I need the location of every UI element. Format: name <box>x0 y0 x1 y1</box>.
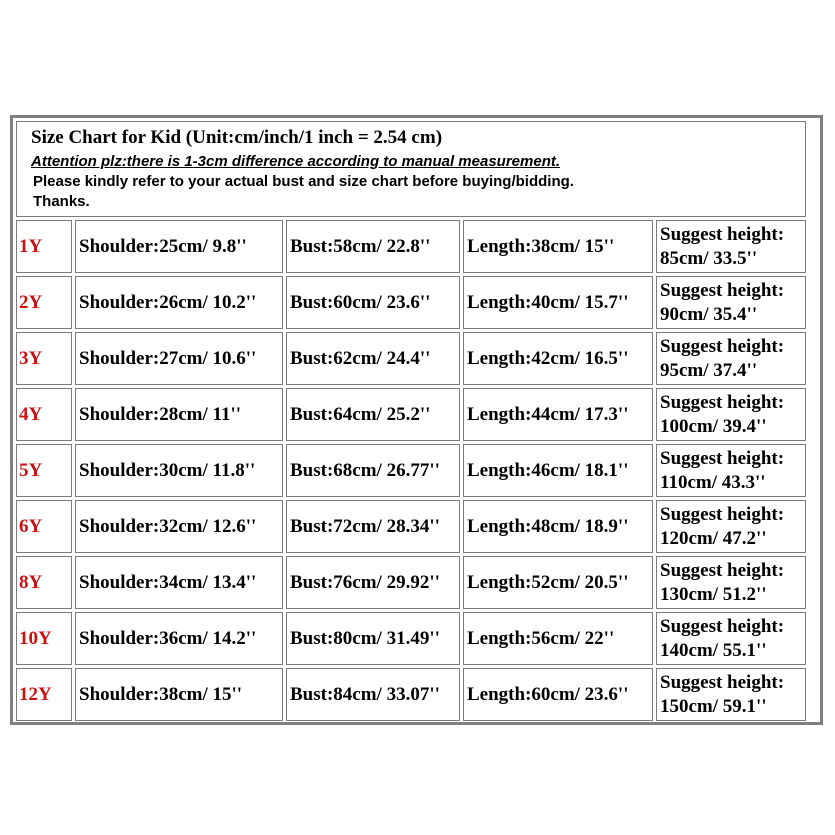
size-label: 4Y <box>16 388 72 441</box>
bust-cell: Bust:62cm/ 24.4'' <box>286 332 460 385</box>
shoulder-cell: Shoulder:36cm/ 14.2'' <box>75 612 283 665</box>
suggest-height-cell <box>656 220 806 273</box>
suggest-height-value: 100cm/ 39.4'' <box>660 416 767 437</box>
length-cell: Length:44cm/ 17.3'' <box>463 388 653 441</box>
suggest-height-value: 150cm/ 59.1'' <box>660 696 767 717</box>
size-label: 3Y <box>16 332 72 385</box>
shoulder-cell: Shoulder:26cm/ 10.2'' <box>75 276 283 329</box>
size-chart <box>10 115 823 725</box>
suggest-height-value: 90cm/ 35.4'' <box>660 304 758 325</box>
length-cell: Length:56cm/ 22'' <box>463 612 653 665</box>
size-label: 1Y <box>16 220 72 273</box>
suggest-height-label: Suggest height: <box>660 672 785 693</box>
suggest-height-label: Suggest height: <box>660 336 785 357</box>
bust-cell: Bust:76cm/ 29.92'' <box>286 556 460 609</box>
suggest-height-cell <box>656 668 806 721</box>
suggest-height-cell <box>656 612 806 665</box>
size-label: 5Y <box>16 444 72 497</box>
suggest-height-label: Suggest height: <box>660 224 785 245</box>
length-cell: Length:46cm/ 18.1'' <box>463 444 653 497</box>
bust-cell: Bust:58cm/ 22.8'' <box>286 220 460 273</box>
size-label: 2Y <box>16 276 72 329</box>
suggest-height-cell <box>656 276 806 329</box>
suggest-height-cell <box>656 332 806 385</box>
thanks-note: Thanks. <box>33 193 90 210</box>
suggest-height-label: Suggest height: <box>660 392 785 413</box>
bust-cell: Bust:84cm/ 33.07'' <box>286 668 460 721</box>
suggest-height-value: 95cm/ 37.4'' <box>660 360 758 381</box>
suggest-height-cell <box>656 556 806 609</box>
bust-cell: Bust:72cm/ 28.34'' <box>286 500 460 553</box>
shoulder-cell: Shoulder:32cm/ 12.6'' <box>75 500 283 553</box>
chart-title: Size Chart for Kid (Unit:cm/inch/1 inch = 2.54 cm) <box>31 127 443 148</box>
length-cell: Length:42cm/ 16.5'' <box>463 332 653 385</box>
bust-cell: Bust:68cm/ 26.77'' <box>286 444 460 497</box>
size-label: 6Y <box>16 500 72 553</box>
size-label: 12Y <box>16 668 72 721</box>
suggest-height-value: 130cm/ 51.2'' <box>660 584 767 605</box>
instruction-note: Please kindly refer to your actual bust and size chart before buying/bidding. <box>33 173 574 190</box>
attention-note: Attention plz:there is 1-3cm difference according to manual measurement. <box>31 153 561 170</box>
suggest-height-label: Suggest height: <box>660 560 785 581</box>
bust-cell: Bust:60cm/ 23.6'' <box>286 276 460 329</box>
length-cell: Length:40cm/ 15.7'' <box>463 276 653 329</box>
shoulder-cell: Shoulder:27cm/ 10.6'' <box>75 332 283 385</box>
bust-cell: Bust:80cm/ 31.49'' <box>286 612 460 665</box>
length-cell: Length:38cm/ 15'' <box>463 220 653 273</box>
suggest-height-value: 120cm/ 47.2'' <box>660 528 767 549</box>
shoulder-cell: Shoulder:30cm/ 11.8'' <box>75 444 283 497</box>
suggest-height-cell <box>656 388 806 441</box>
suggest-height-value: 85cm/ 33.5'' <box>660 248 758 269</box>
suggest-height-cell <box>656 500 806 553</box>
shoulder-cell: Shoulder:28cm/ 11'' <box>75 388 283 441</box>
length-cell: Length:52cm/ 20.5'' <box>463 556 653 609</box>
shoulder-cell: Shoulder:25cm/ 9.8'' <box>75 220 283 273</box>
length-cell: Length:60cm/ 23.6'' <box>463 668 653 721</box>
shoulder-cell: Shoulder:34cm/ 13.4'' <box>75 556 283 609</box>
suggest-height-label: Suggest height: <box>660 504 785 525</box>
suggest-height-label: Suggest height: <box>660 448 785 469</box>
suggest-height-cell <box>656 444 806 497</box>
size-chart-grid <box>16 121 817 719</box>
bust-cell: Bust:64cm/ 25.2'' <box>286 388 460 441</box>
suggest-height-value: 140cm/ 55.1'' <box>660 640 767 661</box>
suggest-height-label: Suggest height: <box>660 616 785 637</box>
size-label: 8Y <box>16 556 72 609</box>
suggest-height-label: Suggest height: <box>660 280 785 301</box>
size-label: 10Y <box>16 612 72 665</box>
chart-header <box>16 121 806 217</box>
suggest-height-value: 110cm/ 43.3'' <box>660 472 766 493</box>
shoulder-cell: Shoulder:38cm/ 15'' <box>75 668 283 721</box>
length-cell: Length:48cm/ 18.9'' <box>463 500 653 553</box>
